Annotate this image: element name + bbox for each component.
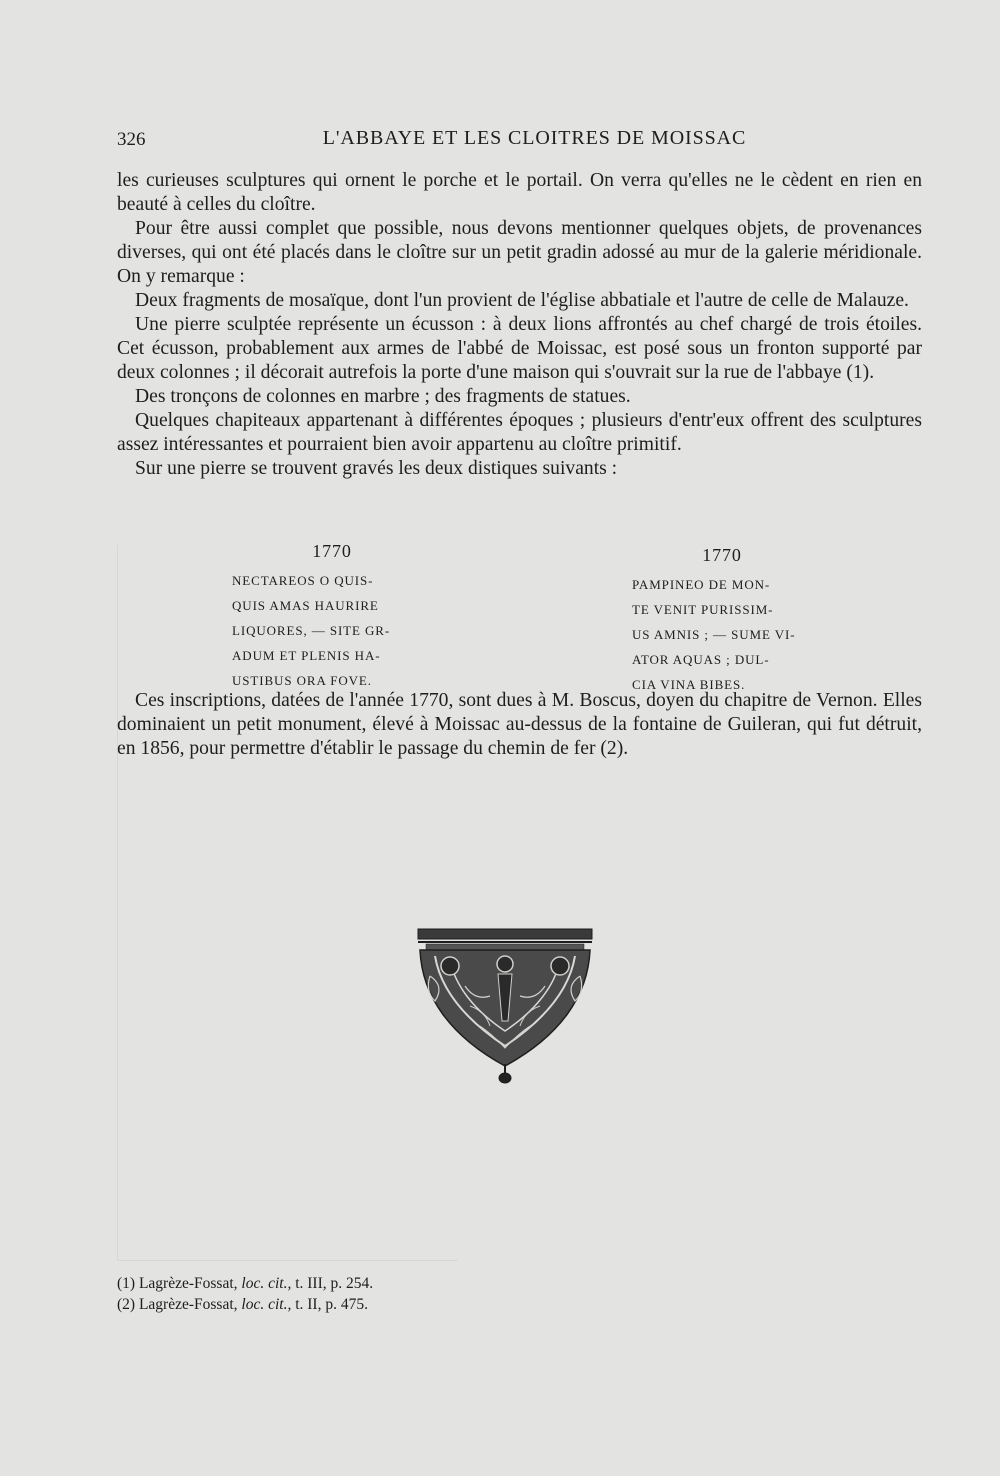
inscription-line: LIQUORES, — SITE GR- bbox=[232, 623, 391, 638]
footnote-ref: loc. cit., bbox=[241, 1275, 292, 1292]
inscription-line: ATOR AQUAS ; DUL- bbox=[632, 652, 770, 667]
footnote-marker: (1) bbox=[117, 1275, 136, 1292]
inscription-line: NECTAREOS O QUIS- bbox=[232, 573, 374, 588]
paragraph: Des tronçons de colonnes en marbre ; des fragments de statues. bbox=[135, 386, 631, 407]
footnotes bbox=[117, 1273, 373, 1315]
carved-console-ornament-icon bbox=[410, 926, 600, 1086]
paragraph: Quelques chapiteaux appartenant à différentes époques ; plusieurs d'entr'eux offrent des sculptures assez intéressantes et pourraient bien avoir appartenu au cloître primitif. bbox=[117, 410, 922, 455]
footnote-author: Lagrèze-Fossat, bbox=[138, 1275, 238, 1292]
paragraph: les curieuses sculptures qui ornent le porche et le portail. On verra qu'elles ne le cèdent en rien en beauté à celles du cloître. bbox=[117, 170, 922, 215]
page-header bbox=[117, 127, 922, 157]
footnote-ref: loc. cit., bbox=[241, 1296, 292, 1313]
inscription-line: CIA VINA BIBES. bbox=[632, 677, 746, 692]
footnote bbox=[117, 1294, 373, 1315]
footnote-marker: (2) bbox=[117, 1296, 136, 1313]
paragraph: Ces inscriptions, datées de l'année 1770, sont dues à M. Boscus, doyen du chapitre de Vernon. Elles dominaient un petit monument, élevé à Moissac au-dessus de la fontaine de Guileran, qui fut détruit, en 1856, pour permettre d'établir le passage du chemin de fer (2). bbox=[117, 690, 922, 759]
inscription-line: PAMPINEO DE MON- bbox=[632, 577, 771, 592]
paragraph: Pour être aussi complet que possible, nous devons mentionner quelques objets, de provenances diverses, qui ont été placés dans le cloître sur un petit gradin adossé au mur de la galerie méridionale. On y remarque : bbox=[117, 218, 922, 287]
page-number: 326 bbox=[117, 129, 146, 150]
paragraph: Sur une pierre se trouvent gravés les deux distiques suivants : bbox=[135, 458, 618, 479]
main-text bbox=[117, 169, 922, 481]
inscription-line: ADUM ET PLENIS HA- bbox=[232, 648, 381, 663]
running-title: L'ABBAYE ET LES CLOITRES DE MOISSAC bbox=[322, 127, 747, 149]
inscription-line: USTIBUS ORA FOVE. bbox=[232, 673, 372, 688]
closing-text bbox=[117, 689, 922, 761]
footnote bbox=[117, 1273, 373, 1294]
footnote-author: Lagrèze-Fossat, bbox=[138, 1296, 238, 1313]
inscription-year: 1770 bbox=[312, 541, 352, 561]
inscription-line: US AMNIS ; — SUME VI- bbox=[632, 627, 796, 642]
inscription-line: TE VENIT PURISSIM- bbox=[632, 602, 774, 617]
inscription-line: QUIS AMAS HAURIRE bbox=[232, 598, 379, 613]
footnote-pages: t. III, p. 254. bbox=[295, 1275, 374, 1292]
paragraph: Deux fragments de mosaïque, dont l'un provient de l'église abbatiale et l'autre de celle de Malauze. bbox=[135, 290, 909, 311]
footnote-pages: t. II, p. 475. bbox=[295, 1296, 368, 1313]
inscription-right bbox=[632, 543, 812, 697]
paragraph: Une pierre sculptée représente un écusson : à deux lions affrontés au chef chargé de trois étoiles. Cet écusson, probablement aux armes de l'abbé de Moissac, est posé sous un fronton supporté par deux colonnes ; il décorait autrefois la porte d'une maison qui s'ouvrait sur la rue de l'abbaye (1). bbox=[117, 314, 922, 383]
inscription-year: 1770 bbox=[702, 545, 742, 565]
inscription-left bbox=[232, 539, 432, 693]
